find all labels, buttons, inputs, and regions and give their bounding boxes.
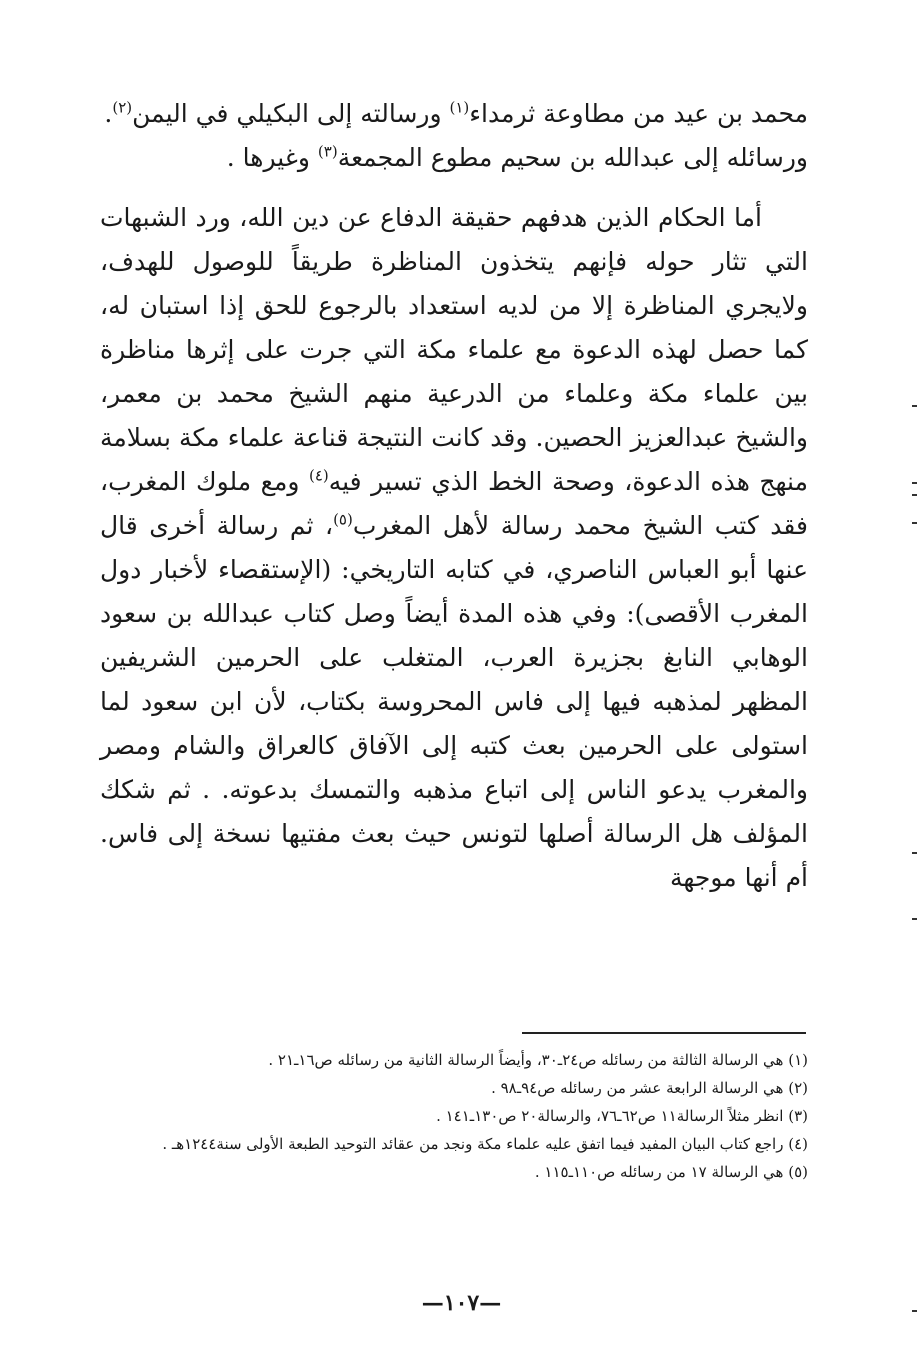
footnotes-section [100,1046,808,1186]
intro-line-1-text-b: ورسالته إلى البكيلي في اليمن [132,99,450,128]
scan-edge-mark [912,494,917,496]
body-text-part-2: ومع ملوك المغرب، فقد كتب الشيخ محمد رسالة لأهل المغرب [100,467,809,540]
page-number: —١٠٧— [421,1290,502,1316]
intro-line-1 [100,92,808,136]
intro-line-2-text-a: ورسائله إلى عبدالله بن سحيم مطوع المجمعة [337,143,808,172]
footnote-2: (٢) هي الرسالة الرابعة عشر من رسائله ص٩٤ـ٩٨ . [491,1079,808,1097]
intro-line-1-text-c: . [104,99,113,128]
scan-edge-mark [912,852,917,854]
scan-edge-mark [912,482,917,484]
footnote-1: (١) هي الرسالة الثالثة من رسائله ص٢٤ـ٣٠، وأيضاً الرسالة الثانية من رسائله ص١٦ـ٢١ . [268,1051,808,1069]
footnote-ref-2: (٢) [112,98,133,117]
footnote-ref-3: (٣) [317,142,338,161]
footnote-4: (٤) راجع كتاب البيان المفيد فيما اتفق عليه علماء مكة ونجد من عقائد التوحيد الطبعة الأولى سنة١٢٤٤هـ . [162,1135,808,1153]
body-paragraph [100,196,808,900]
body-text-part-3: ، ثم رسالة أخرى قال عنها أبو العباس الناصري، في كتابه التاريخي: (الإستقصاء لأخبار دول المغرب الأقصى): وفي هذه المدة أيضاً وصل كتاب عبدالله بن سعود الوهابي النابغ بجزيرة العرب، المتغلب على الحرمين الشريفين المظهر لمذهبه فيها إلى فاس المحروسة بكتاب، لأن ابن سعود لما استولى على الحرمين بعث كتبه إلى الآفاق كالعراق والشام ومصر والمغرب يدعو الناس إلى اتباع مذهبه والتمسك بدعوته. . ثم شكك المؤلف هل الرسالة أصلها لتونس حيث بعث مفتيها نسخة إلى فاس. أم أنها موجهة [100,511,808,892]
scan-edge-mark [912,1310,917,1312]
footnote-ref-4: (٤) [308,466,329,485]
footnote-separator [522,1032,806,1034]
intro-line-1-text-a: محمد بن عيد من مطاوعة ثرمداء [469,99,808,128]
scan-edge-mark [912,405,917,407]
scan-edge-mark [912,918,917,920]
intro-paragraph [100,92,808,180]
footnote-5: (٥) هي الرسالة ١٧ من رسائله ص١١٠ـ١١٥ . [534,1163,808,1181]
body-text [100,196,808,900]
intro-line-2 [100,136,808,180]
scan-edge-mark [912,522,917,524]
intro-line-2-text-b: وغيرها . [226,143,318,172]
footnote-ref-1: (١) [449,98,470,117]
footnote-3: (٣) انظر مثلاً الرسالة١١ ص٦٢ـ٧٦، والرسالة٢٠ ص١٣٠ـ١٤١ . [436,1107,808,1125]
footnote-ref-5: (٥) [333,510,353,529]
body-text-part-1: أما الحكام الذين هدفهم حقيقة الدفاع عن دين الله، ورد الشبهات التي تثار حوله فإنهم يتخذون المناظرة طريقاً للوصول للهدف، ولايجري المناظرة إلا من لديه استعداد بالرجوع للحق إذا استبان له، كما حصل لهذه الدعوة مع علماء مكة التي جرت على إثرها مناظرة بين علماء مكة وعلماء من الدرعية منهم الشيخ محمد بن معمر، والشيخ عبدالعزيز الحصين. وقد كانت النتيجة قناعة علماء مكة بسلامة منهج هذه الدعوة، وصحة الخط الذي تسير فيه [100,203,808,496]
